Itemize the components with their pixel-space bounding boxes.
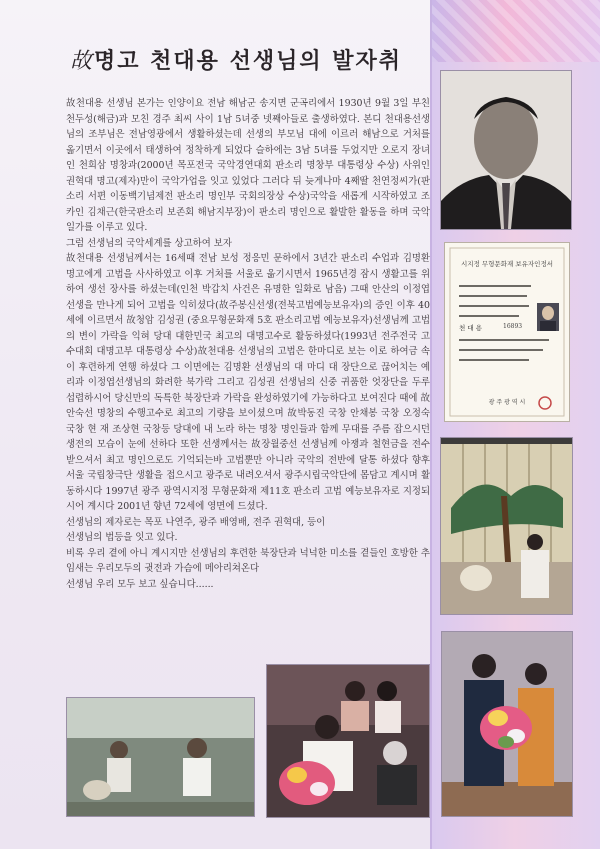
paragraph-career: 故천대용 선생님께서는 16세때 전남 보성 정응민 문하에서 3년간 판소리 수업과 김명환명고에게 고법을 사사하였고 이후 거처를 서울로 옮기시면서 1965년경 잠시 생활고를 위하여 생선 장사를 하셨는데(인천 박갑치 사건은 유명한 일화로 남음) 그때 안산의 이정엽선생을 만나게 되어 고법을 익히셨다(故주봉신선생(전북고법예능보유자)의 증인 이후 40세에 이르면서 故청암 김성권 (중요무형문화재 5호 판소리고법 예능보유자)선생님께 고법의 변이 가락을 익혀 당대 대한민국 최고의 대명고수로 활동하셨다(1993년 전주전국 고수대회 대명고부 대통령상 수상)故천대용 선생님의 고법은 한마디로 보는 이로 하여금 속이 후련하게 연행 하셨다 그 이면에는 김명환 선생님의 대 마디 대 장단으로 끊어치는 예리과 이정엽선생님의 화려한 북가락 그리고 김성권 선생님의 신중 귀품한 엇장단을 두루 섭렵하시어 당신만의 독특한 북장단과 가락을 완성하였기에 가능하다고 보여진다 때에 故안숙선 명창의 수행고수로 최고의 기량을 보이셨으며 故박동진 국창 안채봉 국창 오정숙 국창 현 재 조상현 국창등 당대에 내 노라 하는 명창 명인들과 함께 무대를 주름 잡으시던 생전의 모습이 눈에 선하다 또한 선생께서는 故장월중선 선생님께 아쟁과 철현금을 전수 받으셔서 최고 명인으로도 기억되는바 고법뿐만 아니라 국악의 전반에 달통 하셨다 향후 서울 국립창극단 생활을 접으시고 광주로 내려오셔서 광주시립국악단에 몸담고 계시며 활동하시다 1997년 광주 광역시지정 무형문화재 제11호 판소리 고법 예능보유자로 지정되시어 계시다 2001년 향년 72세에 영면에 드셨다.: [66, 253, 430, 512]
paragraph-transition: 그럼 선생님의 국악세계를 상고하여 보자: [66, 237, 232, 249]
paragraph-disciples: 선생님의 제자로는 목포 나연주, 광주 배영배, 전주 권혁대, 등이: [66, 516, 326, 528]
celebration-photo: [266, 664, 430, 818]
title-text: 명고 천대용 선생님의 발자취: [94, 49, 403, 74]
certificate-issuer: 광 주 광 역 시: [488, 399, 526, 406]
paragraph-memory: 비록 우리 곁에 아니 계시지만 선생님의 후련한 북장단과 넉넉한 미소를 곁들인 호방한 추임새는 우리모두의 귓전과 가슴에 메아리쳐온다: [66, 547, 430, 574]
title-hanja: 故: [70, 49, 95, 74]
divider-line: [430, 0, 432, 849]
paragraph-biography: 故천대용 선생님 본가는 인양이요 전남 해남군 송지면 군곡리에서 1930년 9월 3일 부친 천두성(해금)과 모친 경주 최씨 사이 1남 5녀중 넷째아들로 출생하였다. 본디 천대용선생님의 조부님은 전남영광에서 생활하셨는데 선생의 부모님 대에 이르러 해남으로 거처를 옮기면서 이곳에서 태생하여 정착하게 되었다 슬하에는 3남 5녀를 두었지만 오로지 장녀인 천희삼 명창과(2000년 목포전국 국악경연대회 판소리 명창부 대통령상 수상) 사위인 권혁대 명고(제자)만이 국악가업을 잇고 있었다 그러다 뒤 늦게나마 4째딸 천연정씨가(판소리 서편 이동백기념제전 판소리 명인부 국회의장상 수상)국악을 새롭게 시작하였고 조카인 김채근(한국판소리 보존회 해남지부장)이 판소리 명인으로 활발한 활동을 하며 국악일가를 이루고 있다.: [66, 98, 430, 233]
outdoor-photo: [66, 697, 255, 817]
certificate-header: 시지정 무형문화재 보유자인정서: [460, 260, 554, 268]
paragraph-closing: 선생님 우리 모두 보고 싶습니다......: [66, 578, 214, 590]
certificate-image: [444, 242, 570, 422]
certificate-number: 16893: [503, 323, 523, 330]
certificate-name: 천 대 용: [459, 324, 482, 332]
award-ceremony-photo: [441, 631, 573, 817]
performance-photo: [440, 437, 573, 615]
article-body: [66, 96, 430, 592]
paragraph-lineage: 선생님의 법등을 잇고 있다.: [66, 532, 178, 543]
decorative-pattern-strip: [430, 0, 600, 62]
page-title: [70, 44, 402, 75]
portrait-photo: [440, 70, 572, 230]
